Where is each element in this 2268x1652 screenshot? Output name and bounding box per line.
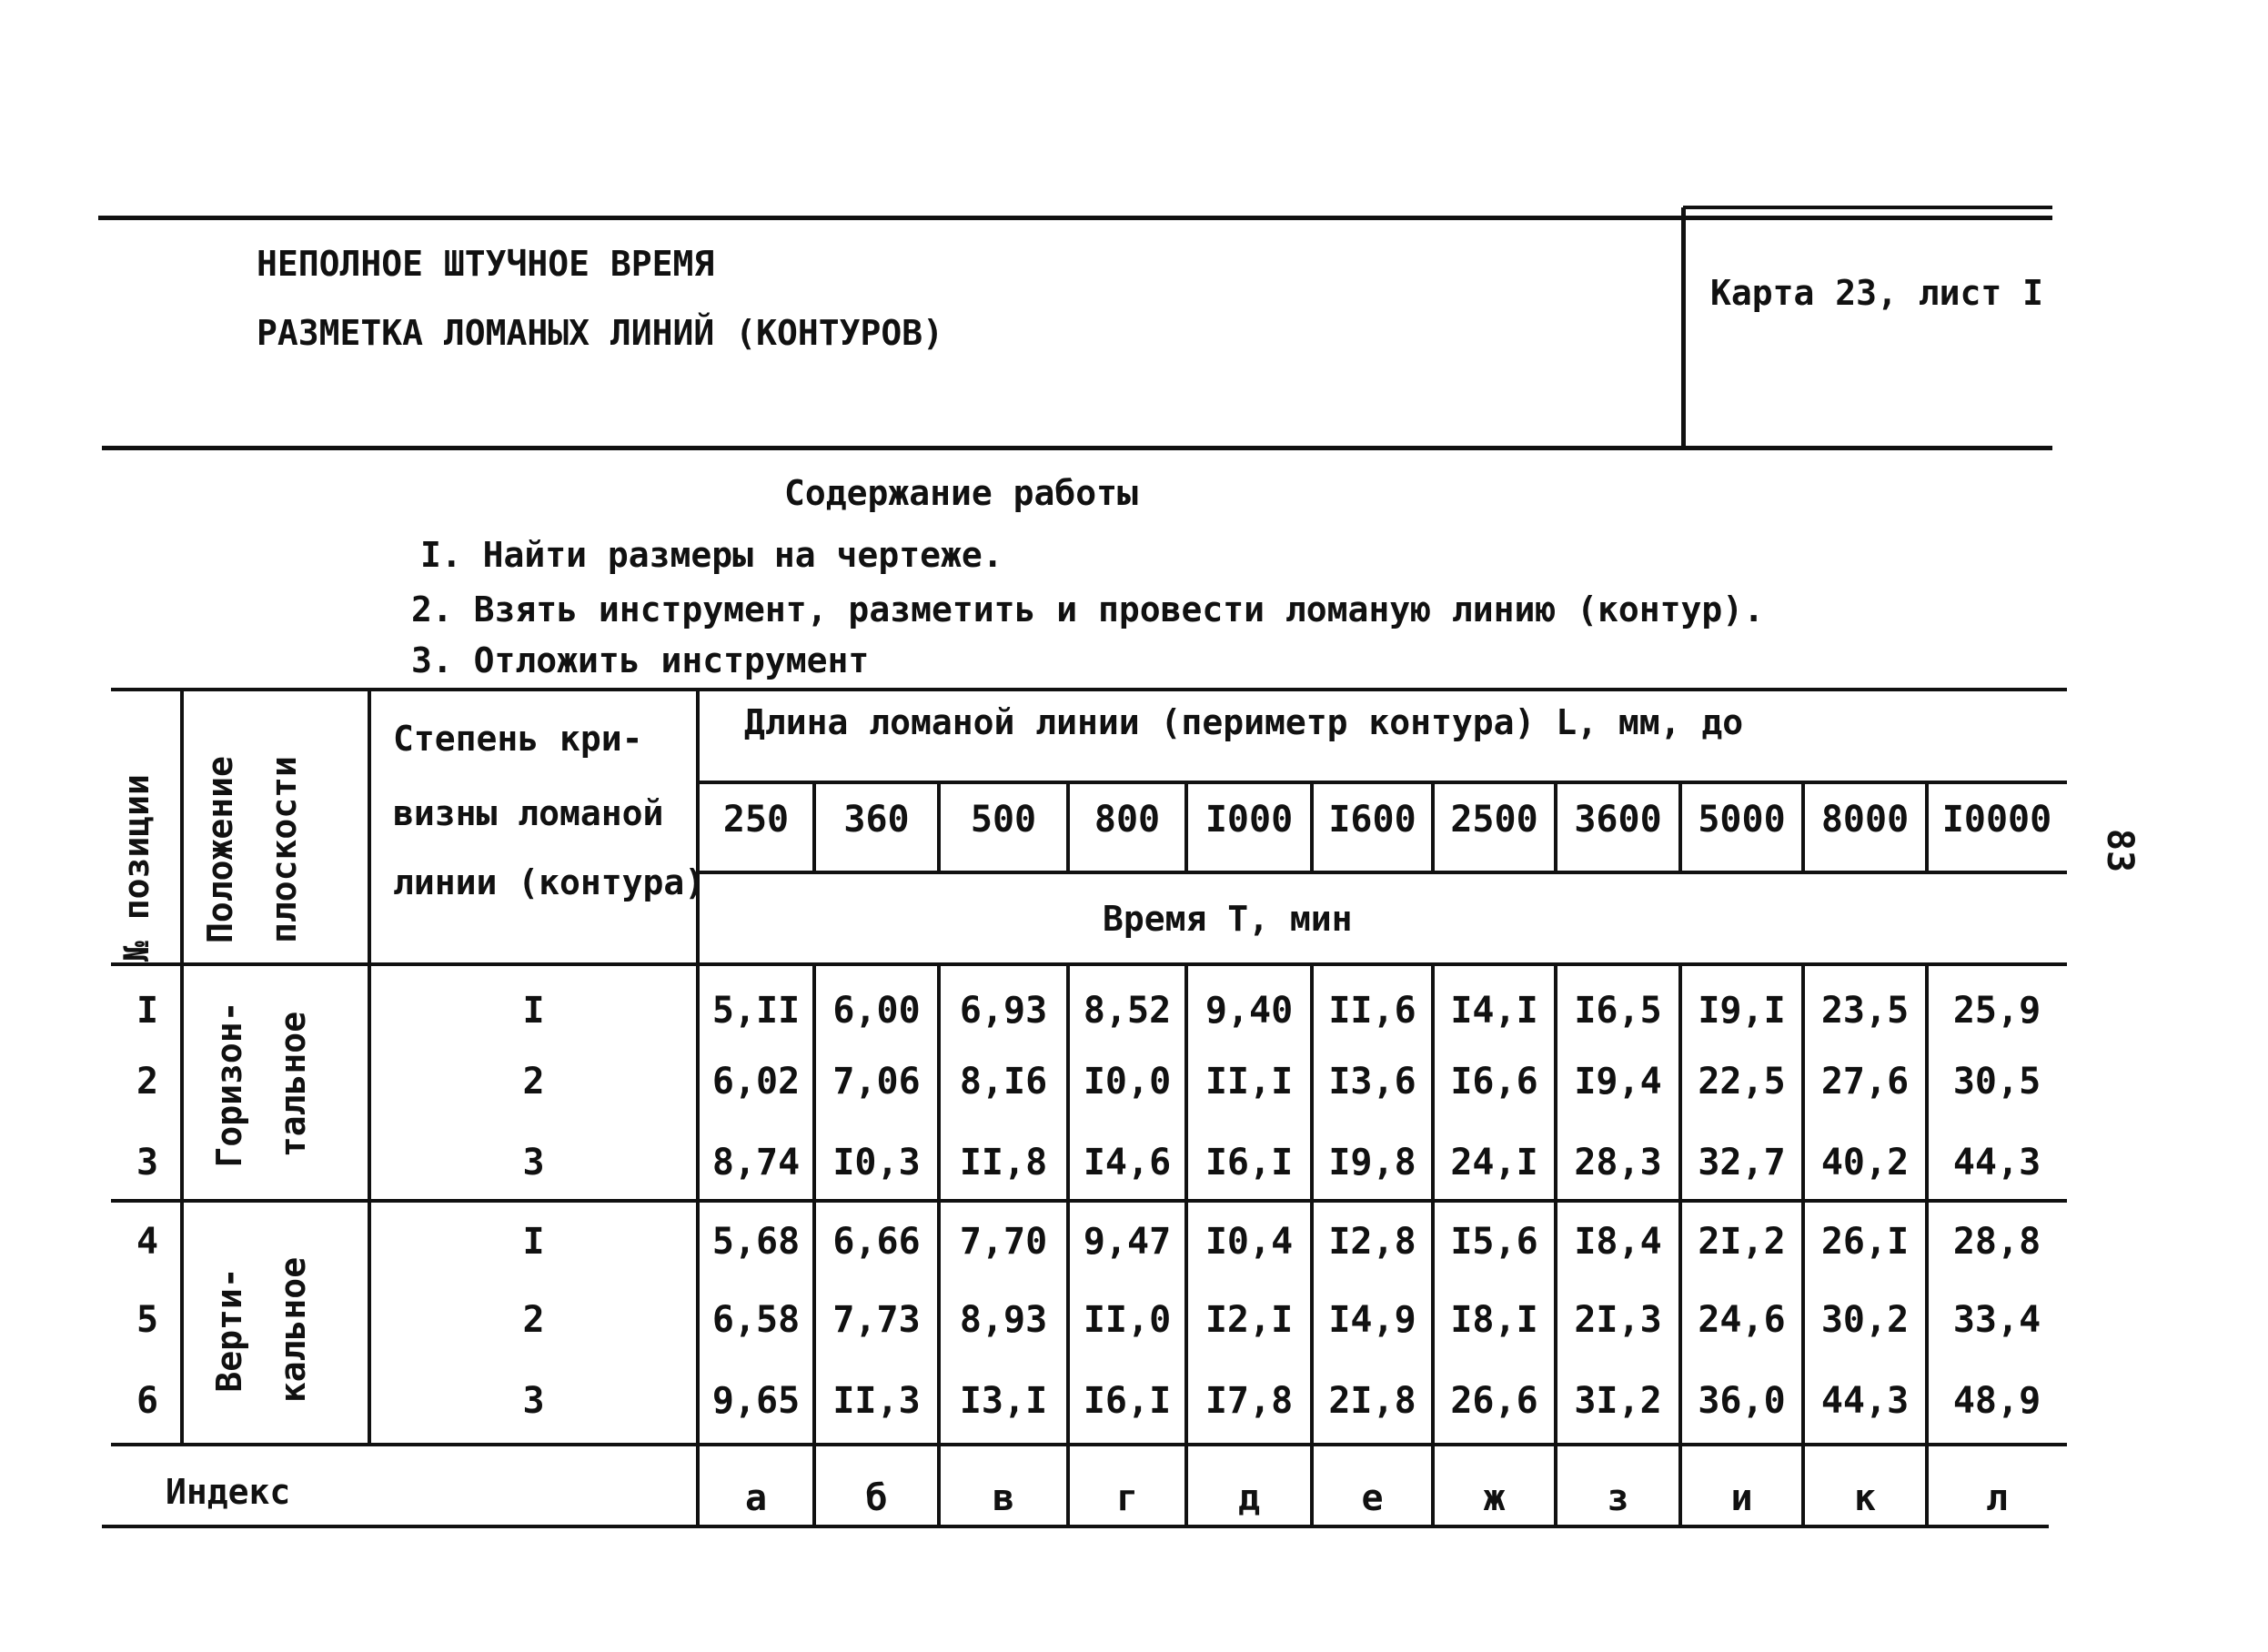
time-cell: 2I,8 [1328,1380,1416,1422]
time-cell: I8,I [1450,1299,1538,1341]
card-label: Карта 23, лист I [1710,273,2044,313]
title-line-2: РАЗМЕТКА ЛОМАНЫХ ЛИНИЙ (КОНТУРОВ) [257,313,943,353]
time-cell: I0,3 [832,1142,921,1184]
curvature-cell: 3 [522,1380,545,1422]
group-vertical-line-1: Верти- [209,1267,249,1393]
curvature-cell: 3 [522,1142,545,1184]
time-cell: 6,00 [832,990,921,1032]
time-cell: 7,70 [959,1221,1048,1263]
col-plane-header-1: Положение [200,756,240,943]
index-cell: в [992,1477,1015,1519]
time-cell: 2I,2 [1698,1221,1786,1263]
title-line-1: НЕПОЛНОЕ ШТУЧНОЕ ВРЕМЯ [257,244,715,284]
length-cell: 8000 [1820,799,1910,841]
header-bottom-rule [102,446,2052,450]
length-cell: 500 [970,799,1037,841]
position-cell: I [136,990,159,1032]
time-cell: 28,3 [1574,1142,1662,1184]
col-curv-header-2: визны ломаной [393,793,664,833]
time-cell: 32,7 [1698,1142,1786,1184]
header-top-rule-right [1683,206,2052,209]
time-cell: 25,9 [1952,990,2041,1032]
time-cell: 3I,2 [1574,1380,1662,1422]
position-cell: 4 [136,1221,159,1263]
time-cell: 40,2 [1820,1142,1910,1184]
group-horizontal-line-1: Горизон- [209,1001,249,1168]
time-cell: 6,66 [832,1221,921,1263]
time-cell: 9,65 [711,1380,801,1422]
time-cell: I9,4 [1574,1061,1662,1103]
time-cell: I3,I [959,1380,1048,1422]
time-cell: 6,58 [711,1299,801,1341]
index-bottom-rule [102,1525,2049,1528]
time-cell: II,0 [1083,1299,1172,1341]
length-cell: I0000 [1941,799,2052,841]
time-cell: 33,4 [1952,1299,2041,1341]
time-cell: I5,6 [1450,1221,1538,1263]
time-cell: II,8 [959,1142,1048,1184]
index-cell: к [1853,1477,1877,1519]
time-cell: 9,47 [1083,1221,1172,1263]
time-cell: I4,6 [1083,1142,1172,1184]
index-label: Индекс [166,1472,291,1512]
time-cell: 24,I [1450,1142,1538,1184]
time-cell: I0,0 [1083,1061,1172,1103]
time-cell: 8,52 [1083,990,1172,1032]
col-position-header: № позиции [116,774,156,962]
position-cell: 3 [136,1142,159,1184]
time-cell: I4,9 [1328,1299,1416,1341]
curvature-cell: 2 [522,1061,545,1103]
time-cell: 26,6 [1450,1380,1538,1422]
position-cell: 5 [136,1299,159,1341]
header-top-rule [98,216,2052,220]
lengths-rule [696,871,2067,874]
time-cell: I0,4 [1205,1221,1294,1263]
group-horizontal-line-2: тальное [273,1011,313,1158]
time-cell: 6,93 [959,990,1048,1032]
index-cell: д [1237,1477,1261,1519]
time-cell: II,6 [1328,990,1416,1032]
length-cell: 5000 [1698,799,1786,841]
time-cell: 6,02 [711,1061,801,1103]
length-cell: 250 [722,799,790,841]
time-cell: I9,8 [1328,1142,1416,1184]
time-cell: 5,II [711,990,801,1032]
time-cell: II,3 [832,1380,921,1422]
index-cell: г [1115,1477,1139,1519]
index-cell: и [1730,1477,1753,1519]
time-cell: I3,6 [1328,1061,1416,1103]
index-cell: з [1607,1477,1629,1519]
time-cell: 30,5 [1952,1061,2041,1103]
time-cell: 24,6 [1698,1299,1786,1341]
col-curv-header-3: линии (контура) [393,862,706,902]
index-cell: л [1985,1477,2009,1519]
curvature-cell: I [522,990,545,1032]
header-bottom-rule-table [111,962,2067,966]
time-cell: 44,3 [1820,1380,1910,1422]
curvature-cell: 2 [522,1299,545,1341]
work-step-3: 3. Отложить инструмент [411,640,870,680]
time-cell: I9,I [1698,990,1786,1032]
length-cell: I000 [1205,799,1294,841]
curvature-cell: I [522,1221,545,1263]
length-cell: 2500 [1450,799,1538,841]
index-cell: е [1361,1477,1384,1519]
vline-pos [180,690,184,1445]
header-divider [1681,207,1686,446]
index-top-rule [111,1443,2067,1446]
time-cell: 5,68 [711,1221,801,1263]
time-cell: 23,5 [1820,990,1910,1032]
page-number: 83 [2099,828,2141,873]
length-cell: 360 [843,799,910,841]
time-cell: I6,5 [1574,990,1662,1032]
time-cell: 9,40 [1205,990,1294,1032]
time-cell: I8,4 [1574,1221,1662,1263]
time-cell: 22,5 [1698,1061,1786,1103]
length-cell: 3600 [1574,799,1662,841]
time-cell: 27,6 [1820,1061,1910,1103]
index-cell: ж [1483,1477,1506,1519]
time-cell: I2,8 [1328,1221,1416,1263]
time-cell: 2I,3 [1574,1299,1662,1341]
position-cell: 2 [136,1061,159,1103]
time-cell: II,I [1205,1061,1294,1103]
time-cell: I6,I [1205,1142,1294,1184]
time-cell: I4,I [1450,990,1538,1032]
work-step-2: 2. Взять инструмент, разметить и провести ломаную линию (контур). [411,589,1765,630]
index-cell: б [865,1477,888,1519]
time-cell: 48,9 [1952,1380,2041,1422]
time-cell: I6,I [1083,1380,1172,1422]
time-cell: 7,06 [832,1061,921,1103]
time-cell: I2,I [1205,1299,1294,1341]
time-cell: 28,8 [1952,1221,2041,1263]
group-vertical-line-2: кальное [273,1256,313,1404]
time-cell: 8,74 [711,1142,801,1184]
time-cell: 36,0 [1698,1380,1786,1422]
table-top-rule [111,688,2067,691]
position-cell: 6 [136,1380,159,1422]
time-cell: I6,6 [1450,1061,1538,1103]
length-cell: 800 [1094,799,1161,841]
time-cell: 26,I [1820,1221,1910,1263]
time-cell: I7,8 [1205,1380,1294,1422]
time-cell: 44,3 [1952,1142,2041,1184]
time-cell: 7,73 [832,1299,921,1341]
work-step-1: I. Найти размеры на чертеже. [420,535,1003,575]
col-plane-header-2: плоскости [264,756,304,943]
time-cell: 8,I6 [959,1061,1048,1103]
col-curv-header-1: Степень кри- [393,719,643,759]
length-header: Длина ломаной линии (периметр контура) L, мм, до [744,702,1744,742]
index-cell: а [744,1477,768,1519]
length-cell: I600 [1328,799,1416,841]
work-heading: Содержание работы [784,473,1138,513]
group-divider-rule [111,1199,2067,1203]
time-cell: 8,93 [959,1299,1048,1341]
length-header-rule [696,781,2067,784]
time-header: Время Т, мин [1103,899,1353,939]
time-cell: 30,2 [1820,1299,1910,1341]
